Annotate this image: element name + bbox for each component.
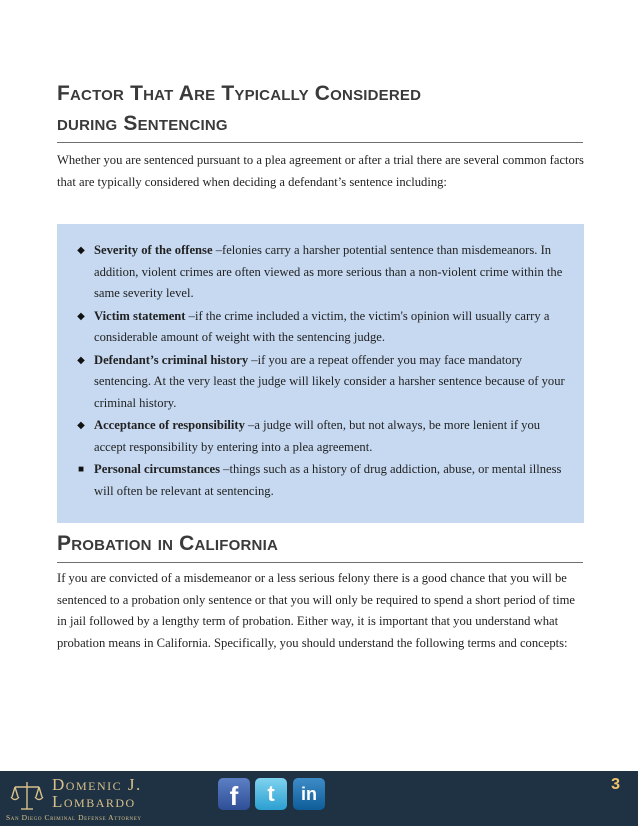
- linkedin-glyph: in: [301, 783, 317, 804]
- factor-term: Victim statement: [94, 308, 186, 323]
- diamond-bullet-icon: ◆: [77, 310, 85, 322]
- diamond-bullet-icon: ◆: [77, 420, 85, 431]
- factor-item: [74, 240, 574, 305]
- factors-callout-box: [57, 224, 584, 523]
- section-heading-sentencing: [57, 79, 421, 139]
- firm-tagline: San Diego Criminal Defense Attorney: [6, 813, 142, 822]
- factor-term: Severity of the offense: [94, 243, 213, 257]
- factor-description: –if you are a repeat offender you may face mandatory sentencing. At the very least the judge will likely consider a harsher sentence because of your criminal history.: [94, 352, 565, 410]
- logo-line: Domenic J.: [52, 775, 142, 794]
- probation-paragraph: If you are convicted of a misdemeanor or a less serious felony there is a good chance that you will be sentenced to a probation only sentence or that you will only be required to spend a short period of time in jail followed by a lengthy term of probation. Either way, it is important that you understand what probation means in California. Specifically, you should understand the following terms and concepts:: [57, 571, 575, 650]
- factor-term: Personal circumstances: [94, 462, 221, 476]
- twitter-glyph: t: [267, 781, 275, 806]
- heading-line: Factor That Are Typically Considered: [57, 82, 422, 105]
- diamond-bullet-icon: ◆: [77, 245, 85, 256]
- heading-line: during Sentencing: [57, 112, 228, 135]
- factor-item: [74, 459, 574, 502]
- factor-item: [74, 350, 574, 415]
- factor-description: –if the crime included a victim, the victim's opinion will usually carry a considerable amount of weight with the sentencing judge.: [94, 308, 550, 344]
- intro-paragraph: Whether you are sentenced pursuant to a plea agreement or after a trial there are several common factors that are typically considered when deciding a defendant’s sentence including:: [57, 153, 584, 189]
- factors-list: [74, 240, 574, 503]
- page-number: 3: [611, 776, 620, 793]
- facebook-icon[interactable]: [218, 778, 250, 810]
- factor-description: –felonies carry a harsher potential sentence than misdemeanors. In addition, violent crimes are often viewed as more serious than a non-violent crime within the same severity level.: [94, 243, 563, 300]
- factor-term: Defendant’s criminal history: [94, 352, 249, 367]
- linkedin-icon[interactable]: [293, 778, 325, 810]
- facebook-glyph: f: [229, 780, 239, 811]
- twitter-icon[interactable]: [255, 778, 287, 810]
- section-heading-probation: Probation in California: [57, 532, 278, 555]
- factor-description: –things such as a history of drug addiction, abuse, or mental illness will often be relevant at sentencing.: [94, 462, 562, 498]
- logo-line: Lombardo: [52, 792, 136, 811]
- firm-logo-name: [52, 776, 142, 810]
- factor-description: –a judge will often, but not always, be more lenient if you accept responsibility by entering into a plea agreement.: [94, 418, 541, 454]
- factor-term: Acceptance of responsibility: [94, 418, 245, 432]
- diamond-bullet-icon: ◆: [77, 354, 85, 366]
- square-bullet-icon: ■: [77, 464, 85, 475]
- heading-divider: [57, 562, 583, 563]
- factor-item: [74, 306, 574, 349]
- factor-item: [74, 415, 574, 458]
- heading-divider: [57, 142, 583, 143]
- scales-of-justice-icon: [10, 779, 44, 813]
